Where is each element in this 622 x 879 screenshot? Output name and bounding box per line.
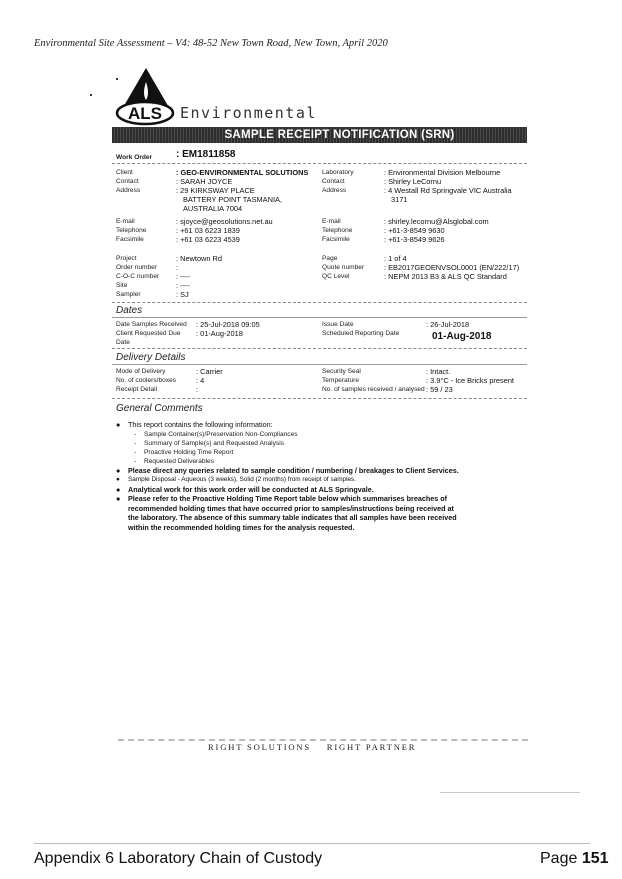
bullet-icon: ● bbox=[116, 476, 120, 483]
divider bbox=[112, 163, 527, 164]
bullet-icon: ● bbox=[116, 465, 121, 475]
list-item: - Proactive Holding Time Report bbox=[134, 448, 234, 456]
divider bbox=[440, 792, 580, 793]
value: : shirley.lecornu@Alsglobal.com bbox=[384, 217, 489, 226]
label: Mode of Delivery bbox=[116, 368, 166, 375]
comment-intro: This report contains the following information: bbox=[128, 420, 273, 429]
dates-title: Dates bbox=[116, 305, 143, 316]
label: No. of coolers/boxes bbox=[116, 377, 177, 384]
project-values bbox=[176, 254, 222, 299]
value: : Intact. bbox=[426, 367, 451, 376]
list-item bbox=[116, 420, 526, 430]
value: : +61 03 6223 1839 bbox=[176, 226, 240, 235]
value: : Newtown Rd bbox=[176, 254, 223, 263]
label: Page bbox=[322, 255, 338, 262]
delivery-title: Delivery Details bbox=[116, 352, 186, 363]
delivery-right-values bbox=[426, 367, 514, 394]
label: Order number bbox=[116, 264, 158, 271]
value: : 3.9°C - Ice Bricks present bbox=[426, 376, 514, 385]
value: : 4 Westall Rd Springvale VIC Australia bbox=[384, 186, 512, 195]
value: : 1 of 4 bbox=[384, 254, 407, 263]
divider bbox=[112, 364, 527, 365]
divider bbox=[112, 398, 527, 399]
label: E-mail bbox=[322, 218, 341, 225]
comment-queries: Please direct any queries related to sample condition / numbering / breakages to Client Services. bbox=[128, 465, 459, 475]
sub-item: Proactive Holding Time Report bbox=[144, 448, 234, 456]
label: Temperature bbox=[322, 377, 360, 384]
value: : bbox=[196, 385, 199, 394]
holding-line: within the recommended holding times for the analysis requested. bbox=[128, 522, 355, 532]
page-footer-left: Appendix 6 Laboratory Chain of Custody bbox=[34, 850, 323, 867]
value: : 25-Jul-2018 09:05 bbox=[196, 320, 260, 329]
srn-banner bbox=[112, 127, 527, 143]
page-label: Page bbox=[540, 850, 582, 867]
page-footer-rule bbox=[34, 843, 590, 844]
value: : SJ bbox=[176, 290, 189, 299]
label: No. of samples received / analysed bbox=[322, 386, 425, 393]
comment-holding bbox=[128, 494, 457, 532]
label: Address bbox=[116, 187, 141, 194]
divider bbox=[118, 739, 528, 741]
value: : 29 KIRKSWAY PLACE bbox=[176, 186, 255, 195]
list-item: - Summary of Sample(s) and Requested Analysis bbox=[134, 439, 284, 447]
sub-item: Requested Deliverables bbox=[144, 457, 215, 465]
bullet-icon: ● bbox=[116, 420, 121, 429]
value: BATTERY POINT TASMANIA, bbox=[183, 195, 282, 204]
lab-values bbox=[384, 168, 512, 244]
bullet-icon: ● bbox=[116, 484, 121, 494]
page-footer-right bbox=[540, 850, 609, 868]
sub-list bbox=[116, 430, 526, 466]
comments-title: General Comments bbox=[116, 403, 203, 414]
dates-right-labels bbox=[322, 320, 399, 338]
environmental-wordmark: Environmental bbox=[180, 104, 317, 122]
label: Client bbox=[116, 169, 133, 176]
list-item: - Sample Container(s)/Preservation Non-Compliances bbox=[134, 430, 298, 438]
label: Site bbox=[116, 282, 128, 289]
delivery-right-labels bbox=[322, 367, 425, 394]
page-values bbox=[384, 254, 519, 281]
project-labels bbox=[116, 254, 159, 299]
value: : +61 03 6223 4539 bbox=[176, 235, 240, 244]
label: Sampler bbox=[116, 291, 141, 298]
page-labels bbox=[322, 254, 364, 281]
value: : bbox=[176, 263, 179, 272]
label: Project bbox=[116, 255, 137, 262]
value: : +61-3-8549 9630 bbox=[384, 226, 445, 235]
value: 3171 bbox=[391, 195, 408, 204]
label: Receipt Detail bbox=[116, 386, 158, 393]
list-item bbox=[116, 475, 526, 485]
comment-analytical: Analytical work for this work order will be conducted at ALS Springvale. bbox=[128, 484, 374, 494]
label: Contact bbox=[322, 178, 345, 185]
label: C-O-C number bbox=[116, 273, 160, 280]
page-number: 151 bbox=[581, 850, 609, 867]
value: : 59 / 23 bbox=[426, 385, 453, 394]
lab-labels bbox=[322, 168, 354, 244]
label: QC Level bbox=[322, 273, 350, 280]
value: : Shirley LeCornu bbox=[384, 177, 442, 186]
label: Date bbox=[116, 339, 130, 346]
label: Facsimile bbox=[116, 236, 144, 243]
als-logo bbox=[112, 66, 182, 126]
divider bbox=[112, 348, 527, 349]
holding-line: the laboratory. The absence of this summary table indicates that all samples have been received bbox=[128, 513, 457, 522]
list-item bbox=[116, 466, 526, 476]
label: Scheduled Reporting Date bbox=[322, 330, 400, 337]
dates-left-values bbox=[196, 320, 260, 338]
bullet-icon: ● bbox=[116, 494, 121, 503]
delivery-left-values bbox=[196, 367, 223, 394]
value: : ---- bbox=[176, 281, 190, 290]
label: Telephone bbox=[322, 227, 353, 234]
speck bbox=[90, 94, 92, 96]
value: : 4 bbox=[196, 376, 205, 385]
label: Date Samples Received bbox=[116, 321, 187, 328]
value: : ---- bbox=[176, 272, 190, 281]
als-logo-icon bbox=[112, 66, 182, 126]
divider bbox=[112, 302, 527, 303]
banner-title: SAMPLE RECEIPT NOTIFICATION (SRN) bbox=[224, 129, 455, 141]
value: : SARAH JOYCE bbox=[176, 177, 233, 186]
divider bbox=[112, 317, 527, 318]
value: : Environmental Division Melbourne bbox=[384, 168, 501, 177]
label: Facsimile bbox=[322, 236, 350, 243]
label: Issue Date bbox=[322, 321, 354, 328]
logo-text: ALS bbox=[128, 104, 162, 123]
sub-item: Sample Container(s)/Preservation Non-Compliances bbox=[144, 430, 298, 438]
label: Contact bbox=[116, 178, 139, 185]
list-item: - Requested Deliverables bbox=[134, 457, 215, 465]
issue-date-value: : 26-Jul-2018 bbox=[426, 320, 470, 329]
client-values bbox=[176, 168, 308, 244]
delivery-left-labels bbox=[116, 367, 176, 394]
comment-disposal: Sample Disposal - Aqueous (3 weeks), Solid (2 months) from receipt of samples. bbox=[128, 476, 357, 483]
list-item bbox=[116, 485, 526, 495]
label: E-mail bbox=[116, 218, 135, 225]
label: Quote number bbox=[322, 264, 365, 271]
label: Address bbox=[322, 187, 347, 194]
label: Laboratory bbox=[322, 169, 354, 176]
comments-list bbox=[116, 420, 526, 532]
value: : sjoyce@geosolutions.net.au bbox=[176, 217, 273, 226]
label: Client Requested Due bbox=[116, 330, 181, 337]
list-item bbox=[116, 494, 526, 532]
sub-item: Summary of Sample(s) and Requested Analysis bbox=[144, 439, 284, 447]
reporting-date-value: 01-Aug-2018 bbox=[432, 331, 492, 342]
footer-slogan: RIGHT SOLUTIONS RIGHT PARTNER bbox=[208, 742, 417, 752]
value: : GEO-ENVIRONMENTAL SOLUTIONS bbox=[176, 168, 309, 177]
value: : NEPM 2013 B3 & ALS QC Standard bbox=[384, 272, 507, 281]
holding-line: Please refer to the Proactive Holding Time Report table below which summarises breaches of bbox=[128, 494, 448, 503]
label: Security Seal bbox=[322, 368, 361, 375]
client-labels bbox=[116, 168, 146, 244]
work-order-value: : EM1811858 bbox=[176, 149, 236, 160]
value: : EB2017GEOENVSOL0001 (EN/222/17) bbox=[384, 263, 520, 272]
label: Telephone bbox=[116, 227, 147, 234]
value: : 01-Aug-2018 bbox=[196, 329, 243, 338]
work-order-label: Work Order bbox=[116, 154, 153, 161]
dates-left-labels bbox=[116, 320, 187, 347]
page-header: Environmental Site Assessment – V4: 48-52 New Town Road, New Town, April 2020 bbox=[34, 38, 388, 49]
value: : +61-3-8549 9626 bbox=[384, 235, 445, 244]
value: : Carrier bbox=[196, 367, 223, 376]
holding-line: recommended holding times that have occurred prior to samples/instructions being received at bbox=[128, 503, 454, 513]
value: AUSTRALIA 7004 bbox=[183, 204, 243, 213]
